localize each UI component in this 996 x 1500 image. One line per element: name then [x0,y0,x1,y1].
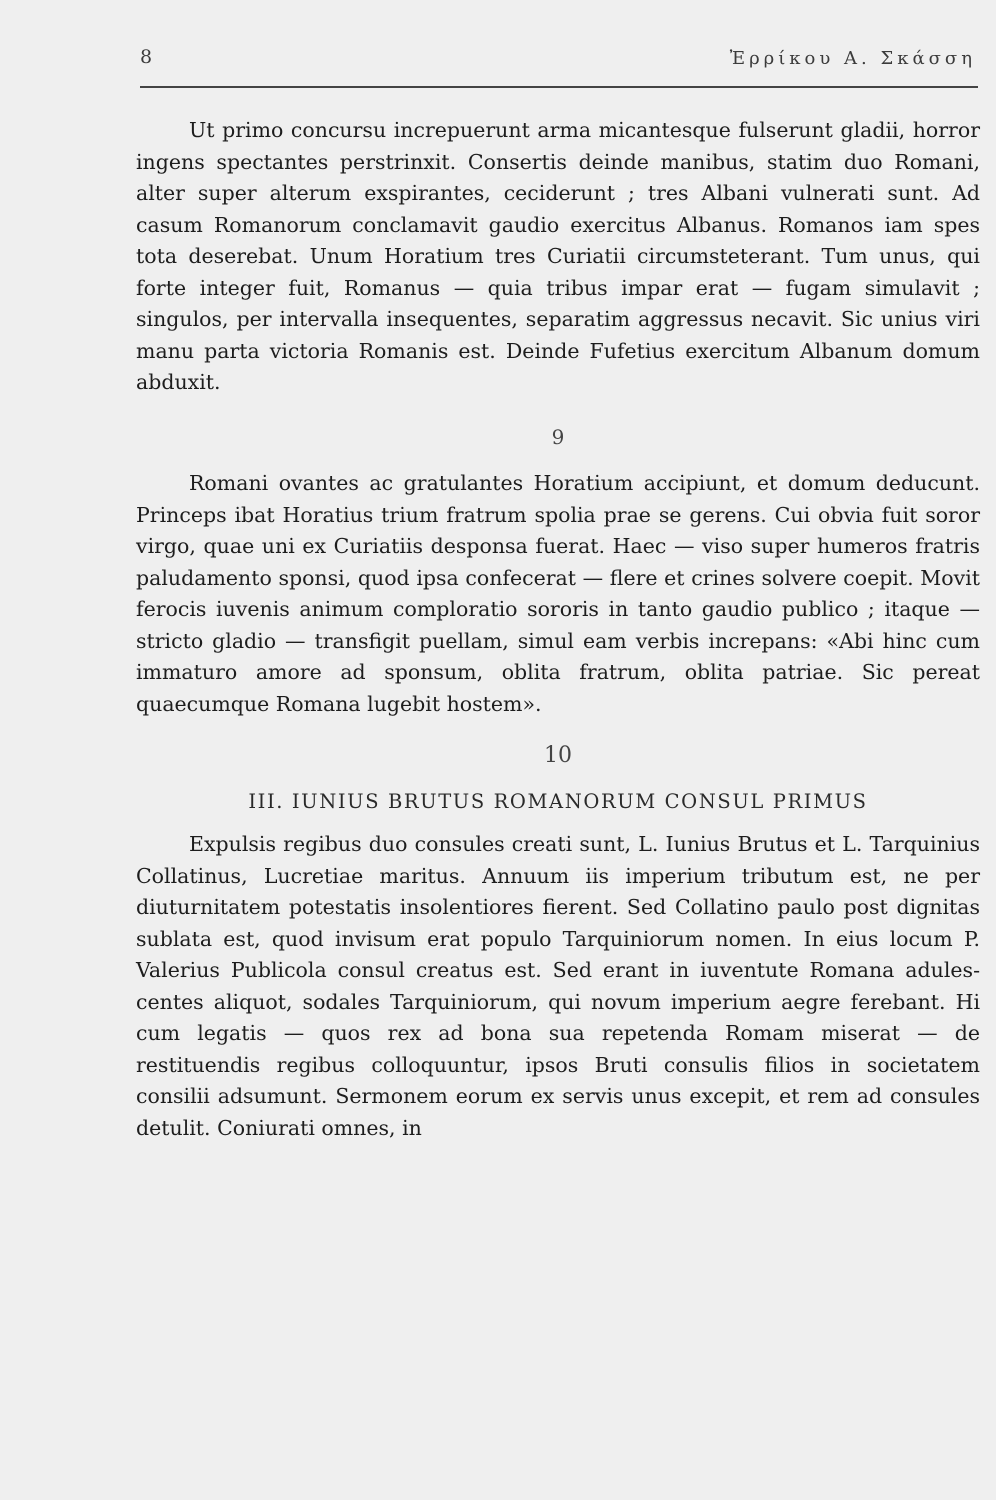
section-10-paragraph: Expulsis regibus duo consules creati sunt, L. Iunius Brutus et L. Tarquinius Collatinus, Lucretiae maritus. Annuum iis imperium tributum est, ne per diuturnitatem potestatis insolentiores fierent. Sed Collatino paulo post dignitas sublata est, quod invisum erat populo Tarquiniorum nomen. In eius locum P. Valerius Publicola consul creatus est. Sed erant in iuventute Romana adulescentes aliquot, sodales Tarquiniorum, qui novum imperium aegre ferebant. Hi cum legatis — quos rex ad bona sua repetenda Romam miserat — de restituendis regibus colloquuntur, ipsos Bruti consulis filios in societatem consilii adsumunt. Sermonem eorum ex servis unus excepit, et rem ad consules detulit. Coniurati omnes, in [136,832,980,1140]
running-head: Ἐρρίκου Α. Σκάσση [729,48,976,69]
section-9-paragraph: Romani ovantes ac gratulantes Horatium accipiunt, et domum deducunt. Princeps ibat Horatius trium fratrum spolia prae se gerens. Cui obvia fuit soror virgo, quae uni ex Curiatiis desponsa fuerat. Haec — viso super humeros fratris paludamento sponsi, quod ipsa confecerat — flere et crines solvere coepit. Movit ferocis iuvenis animum comploratio sororis in tanto gaudio publico ; itaque — stricto gladio — transfigit puellam, simul eam verbis increpans: «Abi hinc cum immaturo amore ad sponsum, oblita fratrum, oblita patriae. Sic pereat quaecumque Romana lugebit hostem». [136,471,980,716]
page-body [136,115,980,1144]
section-8-paragraph: Ut primo concursu increpuerunt arma micantesque fulserunt gladii, horror ingens spectantes perstrinxit. Consertis deinde manibus, statim duo Romani, alter super alterum exspirantes, ceciderunt ; tres Albani vulnerati sunt. Ad casum Romanorum conclamavit gaudio exercitus Albanus. Romanos iam spes tota deserebat. Unum Horatium tres Curiatii circumsteterant. Tum unus, qui forte integer fuit, Romanus — quia tribus impar erat — fugam simulavit ; singulos, per intervalla insequentes, separatim aggressus necavit. Sic unius viri manu parta victoria Romanis est. Deinde Fufetius exercitum Albanum domum abduxit. [136,118,980,394]
chapter-title: III. IUNIUS BRUTUS ROMANORUM CONSUL PRIMUS [248,789,868,813]
page-number: 8 [140,46,153,68]
section-10-number: 10 [544,743,572,768]
section-9-number: 9 [551,424,565,449]
header-rule [140,86,978,88]
page-header [140,46,986,74]
